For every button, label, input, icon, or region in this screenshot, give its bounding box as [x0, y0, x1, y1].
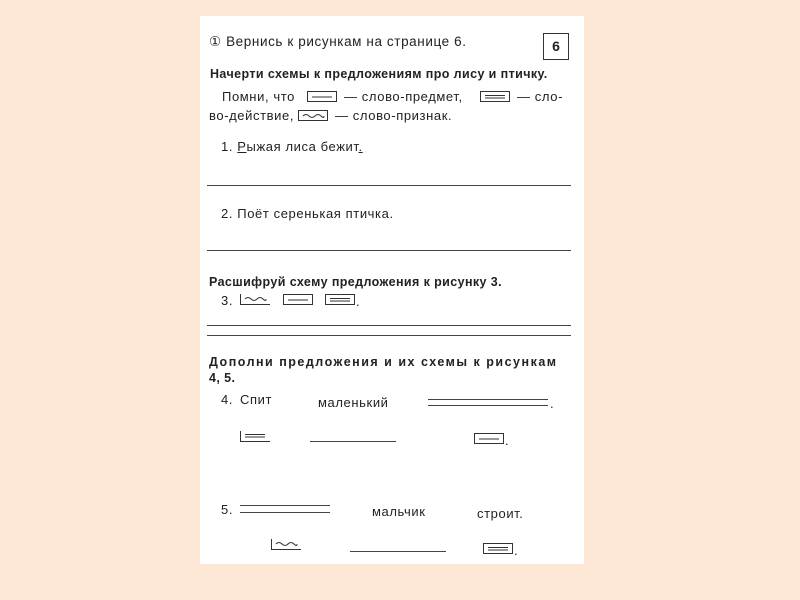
sentence-1-dot: . — [358, 139, 363, 154]
scheme3-verb-icon — [325, 294, 355, 305]
legend-verb-def-b: во-действие, — [209, 108, 295, 123]
answer-line-1 — [207, 185, 571, 186]
noun-scheme-icon — [307, 91, 337, 102]
s4-scheme-blank — [310, 441, 396, 442]
task2-heading: Расшифруй схему предложения к рисунку 3. — [209, 275, 502, 289]
s5-scheme-dot: . — [514, 543, 519, 558]
scheme3-noun-icon — [283, 294, 313, 305]
sentence-1-num: 1. — [221, 139, 234, 154]
legend-adj-def: — слово-признак. — [335, 108, 453, 123]
s5-blank-line-a — [240, 505, 330, 506]
instruction-header — [209, 34, 467, 50]
s4-num: 4. — [221, 392, 234, 407]
s4-word1: Спит — [240, 392, 273, 407]
s5-word2: строит. — [477, 506, 524, 521]
legend-noun-def: — слово-предмет, — [344, 89, 463, 104]
s4-verb-scheme-icon — [240, 431, 270, 442]
s4-dot: . — [550, 396, 555, 411]
s4-word2: маленький — [318, 395, 389, 410]
answer-line-2 — [207, 250, 571, 251]
task2-num: 3. — [221, 293, 234, 308]
s5-num: 5. — [221, 502, 234, 517]
task3-heading-line1: Дополни предложения и их схемы к рисункам — [209, 355, 558, 369]
verb-scheme-icon — [480, 91, 510, 102]
adjective-scheme-icon — [298, 110, 328, 121]
s4-blank-line-b — [428, 405, 548, 406]
scheme3-adjective-icon — [240, 294, 270, 305]
s4-scheme-dot: . — [505, 433, 510, 448]
legend-verb-def-a: — сло- — [517, 89, 564, 104]
task1-heading: Начерти схемы к предложениям про лису и птичку. — [210, 67, 548, 81]
sentence-1 — [221, 139, 363, 154]
task3-heading-line2: 4, 5. — [209, 371, 236, 385]
answer-line-3b — [207, 335, 571, 336]
sentence-2: 2. Поёт серенькая птичка. — [221, 206, 394, 221]
s4-noun-scheme-icon — [474, 433, 504, 444]
sentence-1-rest: ыжая лиса бежит — [246, 139, 359, 154]
s5-scheme-blank — [350, 551, 446, 552]
answer-line-3a — [207, 325, 571, 326]
sentence-1-first-letter: Р — [237, 139, 247, 154]
legend-remember: Помни, что — [222, 89, 295, 104]
s5-verb-scheme-icon — [483, 543, 513, 554]
s5-word1: мальчик — [372, 504, 426, 519]
s5-adjective-scheme-icon — [271, 539, 301, 550]
s4-blank-line-a — [428, 399, 548, 400]
page-number-box: 6 — [543, 33, 569, 60]
scheme3-dot: . — [356, 294, 361, 309]
instruction-text: Вернись к рисункам на странице 6. — [226, 34, 467, 49]
circle-number: ① — [209, 34, 222, 49]
s5-blank-line-b — [240, 512, 330, 513]
